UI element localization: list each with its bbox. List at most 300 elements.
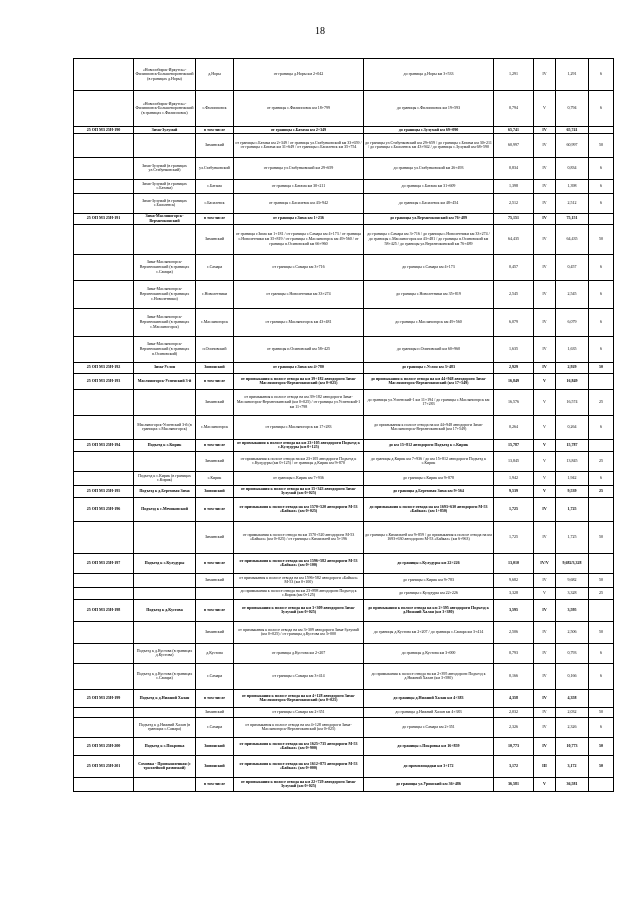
table-row (74, 707, 614, 717)
end-point-cell: до границы с.Филипповск км 19+593 (364, 91, 494, 127)
start-point-cell: от границы с.Кирик км 7+936 (234, 471, 364, 485)
road-id-cell (74, 254, 134, 280)
start-point-cell: от границы с.Самара км 3+716 (234, 254, 364, 280)
table-row (74, 755, 614, 777)
table-row (74, 471, 614, 485)
start-point-cell: от примыкания к полосе отвода на км 1596+582 автодороги М-53 «Байкал» (км 0+100) (234, 553, 364, 573)
category-length-cell: 1,725 (556, 497, 589, 521)
start-point-cell: от границы с.Филипповск км 18+799 (234, 91, 364, 127)
road-id-cell: 25 ОП МЗ 25Н-192 (74, 362, 134, 373)
width-cell: 50 (589, 521, 614, 553)
start-point-cell: от примыкания к полосе отвода на км 1612+875 автодороги М-53 «Байкал» (км 0+000) (234, 755, 364, 777)
table-row (74, 485, 614, 497)
road-id-cell (74, 308, 134, 336)
category-cell: IV (534, 213, 556, 224)
road-name-cell: Зима-Зулумай (134, 127, 196, 134)
category-cell: IV/V (534, 553, 556, 573)
length-cell: 1,725 (494, 521, 534, 553)
length-cell: 10,773 (494, 737, 534, 755)
road-id-cell (74, 621, 134, 643)
width-cell: 6 (589, 308, 614, 336)
category-cell: IV (534, 254, 556, 280)
road-id-cell: 25 ОП МЗ 25Н-194 (74, 439, 134, 451)
road-name-cell: Зима-Масляногорск-Верхнеокинский (в границах с.Самара) (134, 254, 196, 280)
road-name-cell: Зима-Масляногорск-Верхнеокинский (в границах с.Новолетники) (134, 280, 196, 308)
road-id-cell (74, 471, 134, 485)
road-id-cell: 25 ОП МЗ 25Н-201 (74, 755, 134, 777)
category-length-cell: 3,595 (556, 599, 589, 621)
road-id-cell (74, 59, 134, 91)
road-id-cell (74, 157, 134, 179)
table-row (74, 336, 614, 362)
start-point-cell: от границы г.Зима км 1+181 / от границы с.Самара км 4+173 / от границы с.Новолетники км 35+819 / от границы с.Масляногорск км 49+560 / от границы п.Осиновский км 66+960 (234, 224, 364, 254)
road-name-cell: Зима-Масляногорск-Верхнеокинский (в границах п.Осиновский) (134, 336, 196, 362)
category-cell: V (534, 451, 556, 471)
category-cell: V (534, 587, 556, 599)
category-length-cell: 36,581 (556, 777, 589, 791)
road-name-cell: Подъезд к с.Кулудуры (134, 553, 196, 573)
end-point-cell: до примыкания к полосе отвода на км 1693+630 автодороги М-53 «Байкал» (км 1+850) (364, 497, 494, 521)
road-id-cell: 25 ОП МЗ 25Н-200 (74, 737, 134, 755)
length-cell: 2,326 (494, 717, 534, 737)
table-row (74, 362, 614, 373)
length-cell: 0,166 (494, 663, 534, 689)
width-cell: 6 (589, 59, 614, 91)
end-point-cell: до промплощадки км 3+172 (364, 755, 494, 777)
end-point-cell: до границы с.Кимильтей км 9+859 / до примыкания к полосе отвода на км 1693+630 автодороги М-53 «Байкал» (км 6+963) (364, 521, 494, 553)
table-row (74, 497, 614, 521)
start-point-cell: до примыкания к полосе отвода на км 23+898 автодороги Подъезд к с.Кирик (км 0+125) (234, 587, 364, 599)
category-length-cell: 1,398 (556, 179, 589, 193)
road-name-cell: Зима-Услон (134, 362, 196, 373)
end-point-cell: до границы с.Масляногорск км 49+560 (364, 308, 494, 336)
category-cell: V (534, 777, 556, 791)
road-name-cell (134, 521, 196, 553)
table-row (74, 59, 614, 91)
end-point-cell: до границы ул.Верхнеокинский км 76+489 (364, 213, 494, 224)
width-cell: 6 (589, 643, 614, 663)
table-row (74, 621, 614, 643)
width-cell (589, 689, 614, 707)
location-cell: Зиминский (196, 133, 234, 157)
table-row (74, 415, 614, 439)
end-point-cell: до границы с.Услон км 3+483 (364, 362, 494, 373)
table-row (74, 127, 614, 134)
category-cell: IV (534, 193, 556, 213)
category-cell: IV (534, 497, 556, 521)
end-point-cell: до границы д.Березовая Зима км 9+564 (364, 485, 494, 497)
length-cell: 2,506 (494, 621, 534, 643)
length-cell: 1,725 (494, 497, 534, 521)
location-cell: в том числе (196, 553, 234, 573)
location-cell: ул.Стабунковский (196, 157, 234, 179)
length-cell: 1,398 (494, 179, 534, 193)
location-cell: с.Кирик (196, 471, 234, 485)
road-id-cell (74, 179, 134, 193)
category-cell: III (534, 755, 556, 777)
length-cell: 6,079 (494, 308, 534, 336)
end-point-cell: до границы с.Батама км 31+609 (364, 179, 494, 193)
width-cell (589, 127, 614, 134)
table-row (74, 280, 614, 308)
road-name-cell: Подъезд к с.Кирик (в границах с.Кирик) (134, 471, 196, 485)
width-cell: 6 (589, 336, 614, 362)
road-name-cell: «Новосибирск-Иркутск»-Филипповск-Большеворонежский (в границах с.Филипповск) (134, 91, 196, 127)
road-id-cell (74, 573, 134, 587)
location-cell: Зиминский (196, 707, 234, 717)
width-cell (589, 599, 614, 621)
road-id-cell (74, 451, 134, 471)
category-length-cell: 2,326 (556, 717, 589, 737)
category-cell: IV (534, 133, 556, 157)
road-name-cell: Подъезд к с.Кирик (134, 439, 196, 451)
length-cell: 60,997 (494, 133, 534, 157)
category-length-cell: 65,741 (556, 127, 589, 134)
category-length-cell: 3,172 (556, 755, 589, 777)
end-point-cell: до границы ул.Стабунковский км 29+659 / до границы с.Батама км 30+211 / до границы с.Басилевск км 43+942 / до границы с.Зулумай км 68+590 (364, 133, 494, 157)
road-id-cell (74, 777, 134, 791)
start-point-cell: от границы п.Осиновский км 58+425 (234, 336, 364, 362)
length-cell: 13,845 (494, 451, 534, 471)
length-cell: 65,741 (494, 127, 534, 134)
start-point-cell: от границы с.Батама км 30+211 (234, 179, 364, 193)
page-number: 18 (315, 26, 325, 37)
end-point-cell: до границы с.Кирик км 9+783 (364, 573, 494, 587)
start-point-cell: от примыкания к полосе отвода на км 39+182 автодороги Зима-Масляногорск-Верхнеокинский (км 0+025) (234, 373, 364, 389)
end-point-cell: до примыкания к полосе отвода на км 44+948 автодороги Зима-Масляногорск-Верхнеокинский (км 17+549) (364, 373, 494, 389)
location-cell: в том числе (196, 777, 234, 791)
road-id-cell (74, 133, 134, 157)
road-name-cell: Зима-Масляногорск-Верхнеокинский (в границах с.Масляногорск) (134, 308, 196, 336)
table-row (74, 663, 614, 689)
start-point-cell: от примыкания к полосе отвода на км 22+729 автодороги Зима-Зулумай (км 0+025) (234, 777, 364, 791)
road-name-cell (134, 133, 196, 157)
road-name-cell: Подъезд к с.Мечиковский (134, 497, 196, 521)
location-cell: с.Самара (196, 663, 234, 689)
category-cell: IV (534, 599, 556, 621)
end-point-cell: до границы д.Норы км 3+533 (364, 59, 494, 91)
width-cell: 6 (589, 193, 614, 213)
road-name-cell (134, 573, 196, 587)
end-point-cell: до границы д.Кустова км 2+207 / до границы с.Самара км 3+414 (364, 621, 494, 643)
category-cell: V (534, 415, 556, 439)
start-point-cell: от примыкания к полосе отвода на км 1596+582 автодороги «Байкал» М-53 (км 0+100) (234, 573, 364, 587)
location-cell: п.Осиновский (196, 336, 234, 362)
category-length-cell: 0,794 (556, 91, 589, 127)
table-row (74, 777, 614, 791)
location-cell: с.Масляногорск (196, 308, 234, 336)
table-row (74, 643, 614, 663)
category-cell: IV (534, 573, 556, 587)
road-id-cell (74, 707, 134, 717)
start-point-cell: от границы с.Басилевск км 43+942 (234, 193, 364, 213)
width-cell: 6 (589, 179, 614, 193)
location-cell: Зиминский (196, 521, 234, 553)
category-length-cell: 16,574 (556, 389, 589, 415)
end-point-cell: до границы с.Самара км 3+716 / до границы с.Новолетники км 33+274 / до границы с.Масляногорск км 43+481 / до границы п.Осиновский км 58+425 / до границы ул.Верхнеокинский км 76+489 (364, 224, 494, 254)
category-cell: V (534, 389, 556, 415)
road-name-cell: Сомовка - Промышленная (с троллейной развязкой) (134, 755, 196, 777)
location-cell: с.Басилевск (196, 193, 234, 213)
category-cell: IV (534, 280, 556, 308)
end-point-cell: до примыкания к полосе отвода на км 2+395 автодороги Подъезд к д.Нижний Халан (км 3+580) (364, 663, 494, 689)
width-cell (589, 497, 614, 521)
start-point-cell: от границы г.Зима км 4+780 (234, 362, 364, 373)
location-cell: Зиминский (196, 451, 234, 471)
length-cell: 0,794 (494, 91, 534, 127)
width-cell: 50 (589, 755, 614, 777)
road-name-cell (134, 707, 196, 717)
width-cell (589, 373, 614, 389)
width-cell: 6 (589, 254, 614, 280)
road-name-cell: Подъезд к д.Кустова (134, 599, 196, 621)
category-length-cell: 10,773 (556, 737, 589, 755)
table-row (74, 553, 614, 573)
roads-table (73, 58, 614, 792)
length-cell: 0,834 (494, 157, 534, 179)
road-id-cell: 25 ОП МЗ 25Н-195 (74, 485, 134, 497)
road-name-cell: Подъезд к д.Кустова (в границах с.Самара) (134, 663, 196, 689)
road-id-cell (74, 91, 134, 127)
width-cell: 6 (589, 717, 614, 737)
end-point-cell: до границы с.Самара км 4+173 (364, 254, 494, 280)
length-cell: 36,581 (494, 777, 534, 791)
road-id-cell (74, 415, 134, 439)
road-name-cell: Масляногорск-Успенский 3-й (134, 373, 196, 389)
road-id-cell (74, 280, 134, 308)
road-name-cell: Подъезд к д.Нижний Халан (в границах с.Самара) (134, 717, 196, 737)
width-cell: 50 (589, 573, 614, 587)
length-cell: 2,512 (494, 193, 534, 213)
road-name-cell (134, 451, 196, 471)
start-point-cell: от примыкания к полосе отвода на км 1625+735 автодороги М-53 «Байкал» (км 0+900) (234, 737, 364, 755)
category-length-cell: 9,539 (556, 485, 589, 497)
table-row (74, 389, 614, 415)
table-row (74, 451, 614, 471)
width-cell: 50 (589, 707, 614, 717)
table-row (74, 91, 614, 127)
table-row (74, 587, 614, 599)
length-cell: 9,539 (494, 485, 534, 497)
road-id-cell: 25 ОП МЗ 25Н-197 (74, 553, 134, 573)
road-name-cell (134, 777, 196, 791)
length-cell: 9,682 (494, 573, 534, 587)
table-row (74, 521, 614, 553)
length-cell: 15,787 (494, 439, 534, 451)
end-point-cell: до примыкания к полосе отвода на км 44+948 автодороги Зима-Масляногорск-Верхнеокинский (км 17+549) (364, 415, 494, 439)
category-length-cell: 2,545 (556, 280, 589, 308)
category-cell: V (534, 91, 556, 127)
road-name-cell: Подъезд к д.Кустова (в границах д.Кустова) (134, 643, 196, 663)
category-length-cell: 1,725 (556, 521, 589, 553)
category-length-cell: 15,787 (556, 439, 589, 451)
location-cell: Зиминский (196, 485, 234, 497)
table-row (74, 157, 614, 179)
road-name-cell (134, 389, 196, 415)
end-point-cell: до границы с.Зулумай км 69+090 (364, 127, 494, 134)
end-point-cell: до границы д.Кирик км 7+936 / до км 15+812 автодороги Подъезд к с.Кирик (364, 451, 494, 471)
location-cell: Зиминский (196, 389, 234, 415)
start-point-cell: от примыкания к полосе отвода на км 23+105 автодороги Подъезд к с.Кулудуры (км 0+125) (234, 439, 364, 451)
length-cell: 13,010 (494, 553, 534, 573)
category-length-cell: 75,151 (556, 213, 589, 224)
start-point-cell: от границы с.Масляногорск км 43+481 (234, 308, 364, 336)
start-point-cell: от примыкания к полосе отвода на км 1570+520 автодороги М-53 «Байкал» (км 0+025) / от границы с.Кимильтей км 5+196 (234, 521, 364, 553)
category-length-cell: 9,682 (556, 573, 589, 587)
category-cell: IV (534, 621, 556, 643)
location-cell: в том числе (196, 127, 234, 134)
length-cell: 1,291 (494, 59, 534, 91)
category-length-cell: 9,682/3,328 (556, 553, 589, 573)
table-row (74, 439, 614, 451)
width-cell: 25 (589, 389, 614, 415)
category-length-cell: 64,435 (556, 224, 589, 254)
start-point-cell: от границы с.Новолетники км 33+274 (234, 280, 364, 308)
category-length-cell: 2,512 (556, 193, 589, 213)
start-point-cell: от границы с.Масляногорск км 17+283 (234, 415, 364, 439)
table-row (74, 193, 614, 213)
location-cell: Зиминский (196, 621, 234, 643)
start-point-cell: от границы с.Батама км 2+349 / от границы ул.Стабунковский км 33+659 / от границы с.Батама км 31+649 / от границы с.Басилевск км 35+754 (234, 133, 364, 157)
road-name-cell: Зима-Масляногорск-Верхнеокинский (134, 213, 196, 224)
table-row (74, 373, 614, 389)
length-cell: 2,032 (494, 707, 534, 717)
table-row (74, 213, 614, 224)
width-cell (589, 553, 614, 573)
length-cell: 0,264 (494, 415, 534, 439)
location-cell: в том числе (196, 213, 234, 224)
table-row (74, 573, 614, 587)
end-point-cell: до границы с.Кирик км 9+878 (364, 471, 494, 485)
location-cell: в том числе (196, 497, 234, 521)
category-cell: V (534, 485, 556, 497)
road-id-cell (74, 389, 134, 415)
start-point-cell: от примыкания к полосе отвода на км 1570+520 автодороги М-53 «Байкал» (км 0+025) (234, 497, 364, 521)
road-name-cell: Зима-Зулумай (в границах ул.Стабунковский) (134, 157, 196, 179)
category-cell: IV (534, 737, 556, 755)
length-cell: 2,929 (494, 362, 534, 373)
length-cell: 75,151 (494, 213, 534, 224)
start-point-cell: от границы ул.Стабунковский км 29+659 (234, 157, 364, 179)
location-cell: с.Самара (196, 717, 234, 737)
category-cell: V (534, 439, 556, 451)
end-point-cell: до границы д.Нижний Халан км 4+383 (364, 689, 494, 707)
end-point-cell: до границы д.Кустова км 3+000 (364, 643, 494, 663)
length-cell: 16,576 (494, 389, 534, 415)
width-cell: 25 (589, 451, 614, 471)
width-cell: 6 (589, 280, 614, 308)
end-point-cell: до границы с.Кулудуры км 22+226 (364, 553, 494, 573)
category-cell: IV (534, 663, 556, 689)
table-row (74, 179, 614, 193)
table-row (74, 224, 614, 254)
category-length-cell: 1,635 (556, 336, 589, 362)
location-cell: Зиминский (196, 224, 234, 254)
end-point-cell: до границы с.Самара км 2+351 (364, 717, 494, 737)
width-cell: 25 (589, 485, 614, 497)
width-cell: 50 (589, 133, 614, 157)
table-row (74, 737, 614, 755)
end-point-cell: до границы ул.Уринский км 36+486 (364, 777, 494, 791)
width-cell: 6 (589, 91, 614, 127)
category-length-cell: 2,032 (556, 707, 589, 717)
start-point-cell: от примыкания к полосе отвода на км 3+309 автодороги Зима-Зулумай (км 0+025) / от границы д.Кустова км 3+000 (234, 621, 364, 643)
category-length-cell: 4,358 (556, 689, 589, 707)
length-cell: 64,435 (494, 224, 534, 254)
end-point-cell: до границы ул.Стабунковский км 26+493 (364, 157, 494, 179)
category-cell: V (534, 471, 556, 485)
start-point-cell: от границы д.Кустова км 2+207 (234, 643, 364, 663)
road-id-cell: 25 ОП МЗ 25Н-191 (74, 213, 134, 224)
end-point-cell: до км 15+812 автодороги Подъезд к с.Кирик (364, 439, 494, 451)
category-cell: IV (534, 362, 556, 373)
category-length-cell: 0,834 (556, 157, 589, 179)
category-length-cell: 13,845 (556, 451, 589, 471)
road-id-cell (74, 521, 134, 553)
table-row (74, 599, 614, 621)
category-cell: IV (534, 689, 556, 707)
start-point-cell: от границы г.Зима км 1+236 (234, 213, 364, 224)
category-cell: IV (534, 157, 556, 179)
width-cell (589, 777, 614, 791)
length-cell: 1,942 (494, 471, 534, 485)
start-point-cell: от примыкания к полосе отвода на км 4+128 автодороги Зима-Масляногорск-Верхнеокинский (км 0+025) (234, 689, 364, 707)
category-cell: IV (534, 224, 556, 254)
end-point-cell: до границы п.Осиновский км 60+960 (364, 336, 494, 362)
location-cell: Зиминский (196, 362, 234, 373)
end-point-cell: до границы с.Басилевск км 48+454 (364, 193, 494, 213)
start-point-cell: от примыкания к полосе отвода на км 15+343 автодороги Зима-Зулумай (км 0+025) (234, 485, 364, 497)
width-cell: 50 (589, 621, 614, 643)
table-row (74, 254, 614, 280)
length-cell: 0,793 (494, 643, 534, 663)
category-cell: IV (534, 127, 556, 134)
category-length-cell: 3,328 (556, 587, 589, 599)
width-cell: 50 (589, 362, 614, 373)
location-cell: с.Филипповск (196, 91, 234, 127)
location-cell: с.Самара (196, 254, 234, 280)
category-cell: IV (534, 643, 556, 663)
road-id-cell (74, 193, 134, 213)
road-name-cell: Зима-Зулумай (в границах с.Батама) (134, 179, 196, 193)
end-point-cell: до границы с.Новолетники км 35+819 (364, 280, 494, 308)
road-id-cell: 25 ОП МЗ 25Н-193 (74, 373, 134, 389)
road-name-cell: Подъезд к с.Покровка (134, 737, 196, 755)
road-id-cell: 25 ОП МЗ 25Н-199 (74, 689, 134, 707)
location-cell (196, 587, 234, 599)
location-cell: Зиминский (196, 737, 234, 755)
location-cell: д.Норы (196, 59, 234, 91)
road-id-cell (74, 643, 134, 663)
width-cell: 6 (589, 157, 614, 179)
category-length-cell: 2,929 (556, 362, 589, 373)
end-point-cell: до границы ул.Успенский-1 км 11+194 / до границы с.Масляногорск км 17+283 (364, 389, 494, 415)
length-cell: 16,849 (494, 373, 534, 389)
road-name-cell: Масляногорск-Успенский 3-й (в границах с.Масляногорск) (134, 415, 196, 439)
category-length-cell: 16,849 (556, 373, 589, 389)
category-cell: IV (534, 179, 556, 193)
start-point-cell: от границы с.Самара км 3+414 (234, 663, 364, 689)
category-length-cell: 0,264 (556, 415, 589, 439)
category-cell: V (534, 373, 556, 389)
road-name-cell (134, 621, 196, 643)
category-cell: IV (534, 336, 556, 362)
width-cell: 50 (589, 224, 614, 254)
road-id-cell (74, 663, 134, 689)
road-id-cell: 25 ОП МЗ 25Н-196 (74, 497, 134, 521)
location-cell: в том числе (196, 689, 234, 707)
category-cell: IV (534, 707, 556, 717)
